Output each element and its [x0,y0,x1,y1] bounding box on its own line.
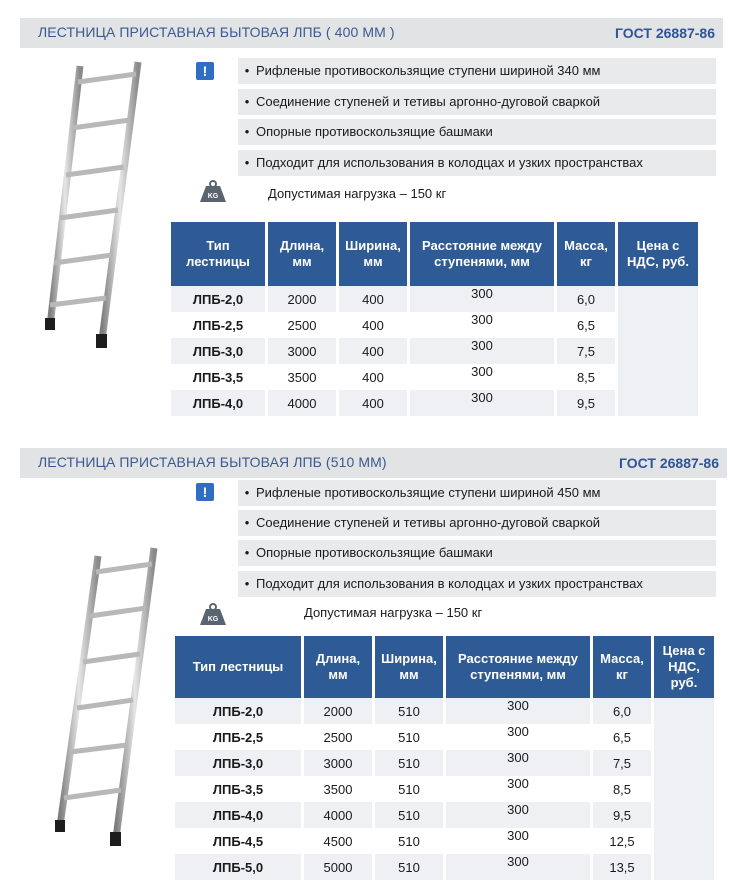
ladder-image [40,60,150,360]
col-price: Цена с НДС, руб. [654,636,714,698]
table-row [171,286,698,312]
col-distance: Расстояние между ступенями, мм [410,222,554,286]
cell-price [654,828,714,854]
cell-mass: 9,5 [557,390,615,416]
cell-price [654,724,714,750]
warning-icon: ! [196,62,214,80]
cell-distance: 300 [446,698,590,724]
cell-type: ЛПБ-4,0 [171,390,265,416]
cell-price [654,776,714,802]
cell-width: 510 [375,750,443,776]
section-title: ЛЕСТНИЦА ПРИСТАВНАЯ БЫТОВАЯ ЛПБ ( 400 ММ ) [38,24,395,40]
cell-width: 510 [375,698,443,724]
cell-distance: 300 [507,828,529,843]
table-row [175,776,714,802]
load-capacity: Допустимая нагрузка – 150 кг [304,605,483,620]
cell-width: 400 [339,390,407,416]
cell-length: 2500 [287,317,317,333]
cell-price [654,750,714,776]
cell-length: 5000 [304,854,372,880]
feature-item: • Опорные противоскользящие башмаки [238,119,716,145]
cell-width: 400 [362,317,384,333]
cell-mass: 6,5 [612,729,632,745]
feature-text: Рифленые противоскользящие ступени шириной 340 мм [256,63,601,78]
cell-width: 510 [398,729,420,745]
cell-width: 400 [339,286,407,312]
cell-mass: 7,5 [593,750,651,776]
cell-price [618,286,698,312]
cell-width: 400 [362,369,384,385]
cell-price [654,698,714,724]
gost-label: ГОСТ 26887-86 [614,25,715,41]
feature-text: Соединение ступеней и тетивы аргонно-дуговой сваркой [256,515,601,530]
col-distance: Расстояние между ступенями, мм [446,636,590,698]
feature-item: • Подходит для использования в колодцах и узких пространствах [238,571,716,597]
feature-text: Рифленые противоскользящие ступени шириной 450 мм [256,485,601,500]
col-mass: Масса, кг [593,636,651,698]
cell-mass: 13,5 [593,854,651,880]
cell-price [618,312,698,338]
cell-mass: 6,5 [576,317,596,333]
cell-mass: 8,5 [612,781,632,797]
cell-length: 2000 [304,698,372,724]
cell-distance: 300 [507,724,529,739]
product-section-400 [0,0,739,420]
cell-type: ЛПБ-2,5 [192,317,244,333]
cell-length: 3000 [304,750,372,776]
cell-length: 3000 [268,338,336,364]
cell-distance: 300 [507,776,529,791]
cell-mass: 7,5 [557,338,615,364]
cell-width: 400 [339,338,407,364]
kg-icon-text: KG [207,616,219,623]
col-length: Длина, мм [304,636,372,698]
table-row [175,802,714,828]
spec-table [168,222,701,416]
cell-type: ЛПБ-5,0 [175,854,301,880]
cell-distance: 300 [471,312,493,327]
cell-length: 4500 [323,833,353,849]
cell-type: ЛПБ-4,0 [175,802,301,828]
cell-type: ЛПБ-3,5 [192,369,244,385]
cell-distance: 300 [446,802,590,828]
section-header [20,448,727,478]
kg-icon-text: KG [207,193,219,200]
cell-price [654,802,714,828]
col-price: Цена с НДС, руб. [618,222,698,286]
table-row [171,364,698,390]
cell-type: ЛПБ-4,5 [212,833,264,849]
table-header-row [171,222,698,286]
section-title: ЛЕСТНИЦА ПРИСТАВНАЯ БЫТОВАЯ ЛПБ (510 ММ) [38,454,387,470]
cell-mass: 6,0 [557,286,615,312]
cell-width: 510 [398,781,420,797]
table-row [171,338,698,364]
table-row [175,828,714,854]
table-row [171,312,698,338]
table-row [175,698,714,724]
feature-item: • Рифленые противоскользящие ступени шириной 340 мм [238,58,716,84]
feature-text: Опорные противоскользящие башмаки [256,124,493,139]
ladder-image [50,544,170,854]
feature-text: Подходит для использования в колодцах и узких пространствах [256,576,643,591]
load-capacity: Допустимая нагрузка – 150 кг [268,186,447,201]
feature-item: • Соединение ступеней и тетивы аргонно-дуговой сваркой [238,510,716,536]
spec-table [172,636,717,880]
cell-distance: 300 [410,390,554,416]
table-row [175,724,714,750]
feature-item: • Рифленые противоскользящие ступени шириной 450 мм [238,480,716,506]
cell-type: ЛПБ-2,0 [175,698,301,724]
cell-type: ЛПБ-2,5 [212,729,264,745]
cell-mass: 8,5 [576,369,596,385]
cell-distance: 300 [410,338,554,364]
col-length: Длина, мм [268,222,336,286]
table-header-row [175,636,714,698]
table-row [175,854,714,880]
feature-text: Соединение ступеней и тетивы аргонно-дуговой сваркой [256,94,601,109]
cell-width: 510 [375,854,443,880]
cell-length: 3500 [323,781,353,797]
cell-price [618,390,698,416]
cell-type: ЛПБ-3,0 [171,338,265,364]
col-mass: Масса, кг [557,222,615,286]
cell-length: 4000 [268,390,336,416]
col-width: Ширина, мм [339,222,407,286]
cell-distance: 300 [446,750,590,776]
cell-distance: 300 [410,286,554,312]
gost-label: ГОСТ 26887-86 [618,455,719,471]
cell-price [618,338,698,364]
cell-width: 510 [375,802,443,828]
cell-length: 3500 [287,369,317,385]
cell-type: ЛПБ-2,0 [171,286,265,312]
cell-mass: 6,0 [593,698,651,724]
feature-item: • Подходит для использования в колодцах и узких пространствах [238,150,716,176]
cell-mass: 12,5 [609,833,635,849]
cell-distance: 300 [446,854,590,880]
feature-text: Подходит для использования в колодцах и узких пространствах [256,155,643,170]
table-row [171,390,698,416]
product-section-510 [0,440,739,894]
cell-length: 2500 [323,729,353,745]
cell-mass: 9,5 [593,802,651,828]
kg-weight-icon [198,180,228,204]
feature-item: • Соединение ступеней и тетивы аргонно-дуговой сваркой [238,89,716,115]
cell-type: ЛПБ-3,0 [175,750,301,776]
table-row [175,750,714,776]
col-type: Тип лестницы [175,636,301,698]
feature-text: Опорные противоскользящие башмаки [256,545,493,560]
cell-width: 510 [398,833,420,849]
section-header [20,18,723,48]
col-type: Тип лестницы [171,222,265,286]
feature-item: • Опорные противоскользящие башмаки [238,540,716,566]
warning-icon: ! [196,483,214,501]
cell-type: ЛПБ-3,5 [212,781,264,797]
cell-price [618,364,698,390]
col-width: Ширина, мм [375,636,443,698]
kg-weight-icon [198,603,228,627]
cell-length: 4000 [304,802,372,828]
cell-price [654,854,714,880]
cell-distance: 300 [471,364,493,379]
cell-length: 2000 [268,286,336,312]
